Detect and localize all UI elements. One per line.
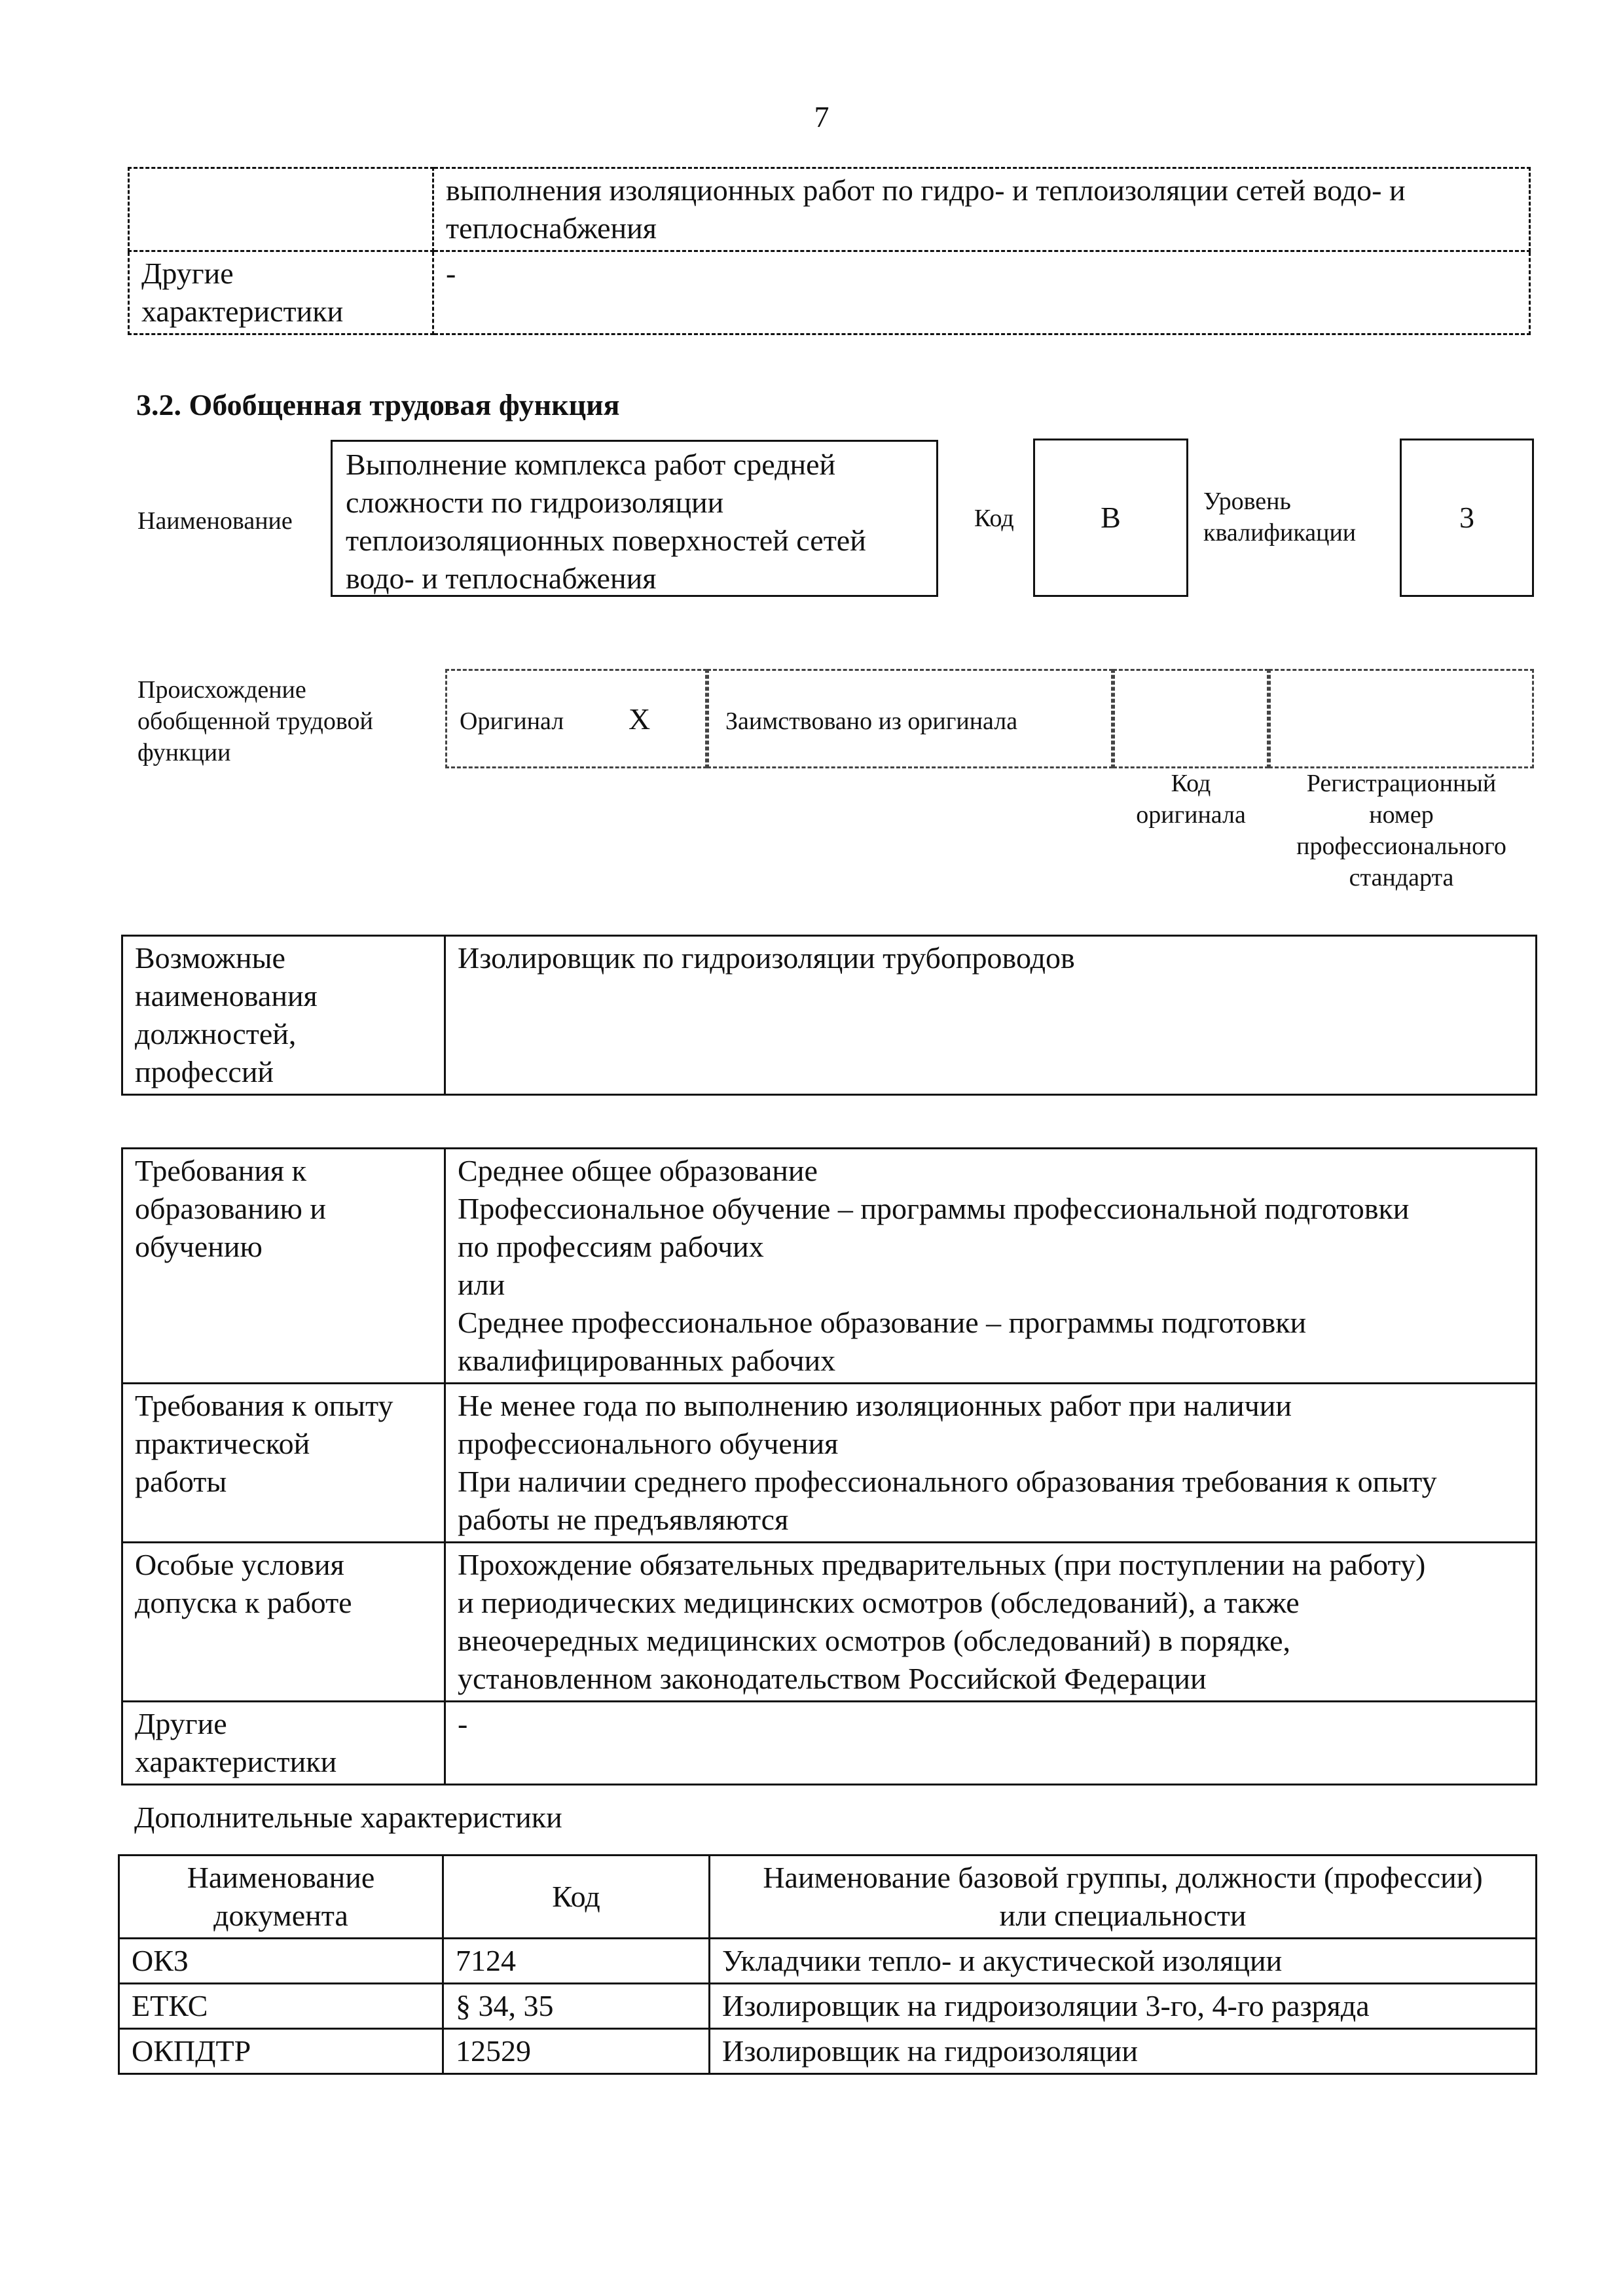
- additional-cell-doc: ЕТКС: [119, 1984, 443, 2029]
- top-table: [128, 167, 1531, 335]
- table-row: [122, 1384, 1537, 1543]
- requirements-other-label: Другие характеристики: [122, 1702, 445, 1785]
- additional-cell-name: Изолировщик на гидроизоляции 3-го, 4-го разряда: [710, 1984, 1537, 2029]
- table-row: [119, 1939, 1537, 1984]
- code-value: B: [1101, 501, 1121, 534]
- top-table-other-value: -: [433, 251, 1530, 334]
- requirements-education-label: Требования к образованию и обучению: [122, 1149, 445, 1384]
- requirements-conditions-label: Особые условия допуска к работе: [122, 1543, 445, 1702]
- origin-original-mark: X: [629, 702, 651, 736]
- additional-cell-code: 7124: [443, 1939, 710, 1984]
- level-label: Уровень квалификации: [1203, 488, 1357, 547]
- positions-label: Возможные наименования должностей, профессий: [122, 936, 445, 1095]
- positions-value: Изолировщик по гидроизоляции трубопроводов: [445, 936, 1537, 1095]
- additional-cell-name: Изолировщик на гидроизоляции: [710, 2029, 1537, 2074]
- table-row: [122, 1149, 1537, 1384]
- additional-cell-code: § 34, 35: [443, 1984, 710, 2029]
- additional-cell-name: Укладчики тепло- и акустической изоляции: [710, 1939, 1537, 1984]
- origin-reg-box: [1269, 669, 1534, 768]
- table-row: [119, 2029, 1537, 2074]
- origin-borrowed-label: Заимствовано из оригинала: [725, 708, 1018, 735]
- table-header-row: [119, 1856, 1537, 1939]
- additional-table: [118, 1854, 1537, 2075]
- requirements-table: [121, 1147, 1537, 1785]
- additional-header-name: Наименование базовой группы, должности (профессии) или специальности: [710, 1856, 1537, 1939]
- code-label: Код: [974, 505, 1014, 532]
- table-row: [122, 1543, 1537, 1702]
- section-title: 3.2. Обобщенная трудовая функция: [136, 388, 620, 422]
- name-value-box: Выполнение комплекса работ средней сложности по гидроизоляции теплоизоляционных поверхностей сетей водо- и теплоснабжения: [331, 440, 938, 597]
- additional-cell-code: 12529: [443, 2029, 710, 2074]
- top-table-row1-value: выполнения изоляционных работ по гидро- и теплоизоляции сетей водо- и теплоснабжения: [433, 168, 1530, 251]
- top-table-empty-cell: [129, 168, 433, 251]
- level-value: 3: [1459, 501, 1474, 534]
- requirements-other-value: -: [445, 1702, 1537, 1785]
- origin-code-caption: Код оригинала: [1136, 770, 1246, 829]
- code-value-box: [1033, 439, 1188, 597]
- requirements-experience-label: Требования к опыту практической работы: [122, 1384, 445, 1543]
- requirements-experience-value: Не менее года по выполнению изоляционных работ при наличии профессионального обучения При наличии среднего профессионального образования требования к опыту работы не предъявляются: [445, 1384, 1537, 1543]
- origin-label: Происхождение обобщенной трудовой функции: [137, 676, 373, 766]
- table-row: [122, 1702, 1537, 1785]
- table-row: [119, 1984, 1537, 2029]
- page-number: 7: [814, 100, 830, 134]
- top-table-other-label: Другие характеристики: [129, 251, 433, 334]
- origin-original-label: Оригинал: [460, 708, 564, 735]
- additional-title: Дополнительные характеристики: [134, 1801, 562, 1834]
- name-label: Наименование: [137, 507, 293, 535]
- positions-table: [121, 935, 1537, 1096]
- additional-cell-doc: ОКПДТР: [119, 2029, 443, 2074]
- requirements-education-value: Среднее общее образование Профессиональное обучение – программы профессиональной подготовки по профессиям рабочих или Среднее профессиональное образование – программы подготовки квалифицированных рабочих: [445, 1149, 1537, 1384]
- additional-header-code: Код: [443, 1856, 710, 1939]
- origin-code-box: [1113, 669, 1269, 768]
- additional-cell-doc: ОКЗ: [119, 1939, 443, 1984]
- additional-header-document: Наименование документа: [119, 1856, 443, 1939]
- requirements-conditions-value: Прохождение обязательных предварительных (при поступлении на работу) и периодических медицинских осмотров (обследований), а также внеочередных медицинских осмотров (обследований) в порядке, установленном законодательством Российской Федерации: [445, 1543, 1537, 1702]
- level-value-box: [1400, 439, 1534, 597]
- origin-reg-caption: Регистрационный номер профессионального стандарта: [1296, 770, 1506, 891]
